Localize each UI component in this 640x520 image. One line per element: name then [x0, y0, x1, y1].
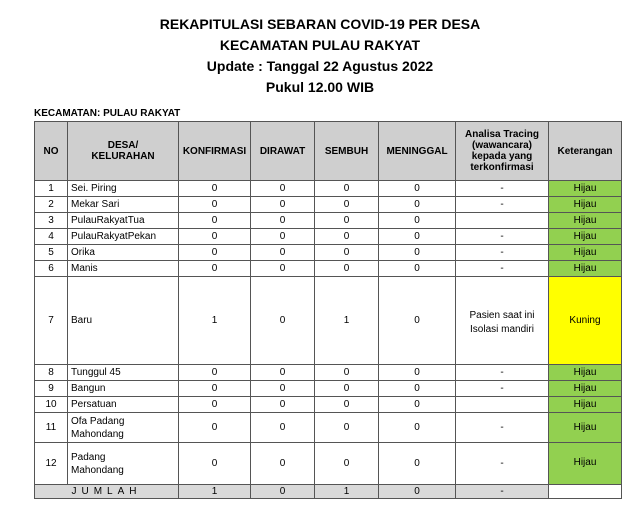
cell-tracing [456, 277, 549, 365]
cell-dirawat: 0 [251, 365, 315, 381]
cell-tracing: - [456, 229, 549, 245]
cell-desa-line2: Mahondang [71, 428, 124, 440]
col-header-dirawat: DIRAWAT [251, 122, 315, 181]
cell-konfirmasi: 0 [179, 397, 251, 413]
table-row [35, 197, 622, 213]
table-row [35, 181, 622, 197]
cell-no: 12 [35, 443, 68, 485]
cell-desa: Manis [68, 261, 179, 277]
cell-no: 4 [35, 229, 68, 245]
cell-meninggal: 0 [379, 213, 456, 229]
table-header-row [35, 122, 622, 181]
cell-dirawat: 0 [251, 181, 315, 197]
cell-keterangan: Hijau [549, 397, 622, 413]
cell-desa: Mekar Sari [68, 197, 179, 213]
cell-meninggal: 0 [379, 197, 456, 213]
cell-no: 10 [35, 397, 68, 413]
cell-dirawat: 0 [251, 277, 315, 365]
cell-meninggal: 0 [379, 229, 456, 245]
total-meninggal: 0 [379, 485, 456, 499]
cell-tracing: - [456, 197, 549, 213]
cell-sembuh: 0 [315, 197, 379, 213]
cell-desa-line2: Mahondang [71, 464, 124, 476]
cell-keterangan: Hijau [549, 213, 622, 229]
cell-sembuh: 0 [315, 213, 379, 229]
report-title-block [0, 14, 640, 98]
table-row [35, 245, 622, 261]
covid-recap-table [34, 121, 622, 499]
cell-konfirmasi: 0 [179, 197, 251, 213]
cell-no: 2 [35, 197, 68, 213]
table-row [35, 413, 622, 443]
total-konfirmasi: 1 [179, 485, 251, 499]
table-row [35, 365, 622, 381]
report-update-date: Update : Tanggal 22 Agustus 2022 [206, 58, 434, 74]
cell-sembuh: 0 [315, 443, 379, 485]
cell-no: 1 [35, 181, 68, 197]
cell-meninggal: 0 [379, 413, 456, 443]
table-row [35, 277, 622, 365]
cell-tracing: - [456, 365, 549, 381]
cell-keterangan: Kuning [549, 277, 622, 365]
cell-tracing: - [456, 413, 549, 443]
report-title: REKAPITULASI SEBARAN COVID-19 PER DESA [159, 16, 481, 32]
cell-desa: Tunggul 45 [68, 365, 179, 381]
cell-desa: Orika [68, 245, 179, 261]
cell-keterangan: Hijau [549, 261, 622, 277]
cell-dirawat: 0 [251, 229, 315, 245]
cell-keterangan: Hijau [549, 413, 622, 443]
cell-dirawat: 0 [251, 413, 315, 443]
cell-konfirmasi: 0 [179, 443, 251, 485]
cell-no: 11 [35, 413, 68, 443]
cell-sembuh: 1 [315, 277, 379, 365]
cell-konfirmasi: 0 [179, 213, 251, 229]
cell-tracing: - [456, 443, 549, 485]
cell-meninggal: 0 [379, 261, 456, 277]
cell-konfirmasi: 0 [179, 365, 251, 381]
col-header-keterangan: Keterangan [549, 122, 622, 181]
cell-sembuh: 0 [315, 245, 379, 261]
col-header-no: NO [35, 122, 68, 181]
total-keterangan [549, 485, 622, 499]
cell-konfirmasi: 0 [179, 245, 251, 261]
col-header-tracing-line1: Analisa Tracing [465, 129, 539, 140]
cell-desa: Persatuan [68, 397, 179, 413]
table-row [35, 261, 622, 277]
col-header-meninggal: MENINGGAL [379, 122, 456, 181]
cell-tracing [456, 213, 549, 229]
cell-tracing: - [456, 261, 549, 277]
cell-sembuh: 0 [315, 181, 379, 197]
cell-dirawat: 0 [251, 397, 315, 413]
cell-meninggal: 0 [379, 245, 456, 261]
total-dirawat: 0 [251, 485, 315, 499]
total-row [35, 485, 622, 499]
col-header-tracing [456, 122, 549, 181]
cell-meninggal: 0 [379, 381, 456, 397]
total-tracing: - [456, 485, 549, 499]
cell-dirawat: 0 [251, 443, 315, 485]
cell-no: 6 [35, 261, 68, 277]
col-header-tracing-line4: terkonfirmasi [470, 162, 534, 173]
report-update-time: Pukul 12.00 WIB [265, 79, 375, 95]
cell-keterangan: Hijau [549, 443, 622, 485]
cell-tracing-line2: Isolasi mandiri [470, 323, 534, 335]
col-header-desa-line2: KELURAHAN [91, 151, 155, 162]
cell-desa: PulauRakyatPekan [68, 229, 179, 245]
cell-tracing [456, 397, 549, 413]
cell-keterangan: Hijau [549, 181, 622, 197]
cell-sembuh: 0 [315, 381, 379, 397]
table-row [35, 397, 622, 413]
cell-dirawat: 0 [251, 381, 315, 397]
cell-keterangan: Hijau [549, 381, 622, 397]
cell-konfirmasi: 0 [179, 181, 251, 197]
cell-konfirmasi: 0 [179, 381, 251, 397]
cell-meninggal: 0 [379, 181, 456, 197]
col-header-tracing-line3: kepada yang [471, 151, 533, 162]
cell-no: 8 [35, 365, 68, 381]
table-row [35, 229, 622, 245]
cell-keterangan: Hijau [549, 229, 622, 245]
cell-desa [68, 413, 179, 443]
cell-desa: Baru [68, 277, 179, 365]
cell-desa-line1: Padang [71, 451, 106, 463]
cell-keterangan: Hijau [549, 197, 622, 213]
cell-no: 9 [35, 381, 68, 397]
report-subtitle-kecamatan: KECAMATAN PULAU RAKYAT [219, 37, 421, 53]
kecamatan-label: KECAMATAN: PULAU RAKYAT [34, 108, 181, 119]
cell-keterangan: Hijau [549, 365, 622, 381]
total-sembuh: 1 [315, 485, 379, 499]
cell-desa-line1: Ofa Padang [71, 415, 125, 427]
col-header-desa [68, 122, 179, 181]
cell-tracing: - [456, 245, 549, 261]
cell-keterangan: Hijau [549, 245, 622, 261]
cell-meninggal: 0 [379, 277, 456, 365]
cell-no: 7 [35, 277, 68, 365]
cell-desa: Sei. Piring [68, 181, 179, 197]
col-header-desa-line1: DESA/ [107, 140, 139, 151]
col-header-sembuh: SEMBUH [315, 122, 379, 181]
cell-dirawat: 0 [251, 245, 315, 261]
cell-desa [68, 443, 179, 485]
cell-konfirmasi: 1 [179, 277, 251, 365]
col-header-konfirmasi: KONFIRMASI [179, 122, 251, 181]
cell-sembuh: 0 [315, 365, 379, 381]
cell-konfirmasi: 0 [179, 229, 251, 245]
cell-desa: Bangun [68, 381, 179, 397]
cell-sembuh: 0 [315, 229, 379, 245]
cell-dirawat: 0 [251, 213, 315, 229]
cell-no: 3 [35, 213, 68, 229]
cell-dirawat: 0 [251, 261, 315, 277]
table-row [35, 381, 622, 397]
cell-tracing: - [456, 381, 549, 397]
table-row [35, 443, 622, 485]
cell-sembuh: 0 [315, 413, 379, 443]
cell-tracing: - [456, 181, 549, 197]
cell-no: 5 [35, 245, 68, 261]
cell-desa: PulauRakyatTua [68, 213, 179, 229]
cell-tracing-line1: Pasien saat ini [469, 309, 535, 321]
cell-konfirmasi: 0 [179, 261, 251, 277]
col-header-tracing-line2: (wawancara) [471, 140, 533, 151]
table-row [35, 213, 622, 229]
cell-dirawat: 0 [251, 197, 315, 213]
cell-sembuh: 0 [315, 397, 379, 413]
cell-konfirmasi: 0 [179, 413, 251, 443]
cell-meninggal: 0 [379, 443, 456, 485]
cell-meninggal: 0 [379, 365, 456, 381]
total-label: JUMLAH [35, 485, 179, 499]
cell-meninggal: 0 [379, 397, 456, 413]
cell-sembuh: 0 [315, 261, 379, 277]
